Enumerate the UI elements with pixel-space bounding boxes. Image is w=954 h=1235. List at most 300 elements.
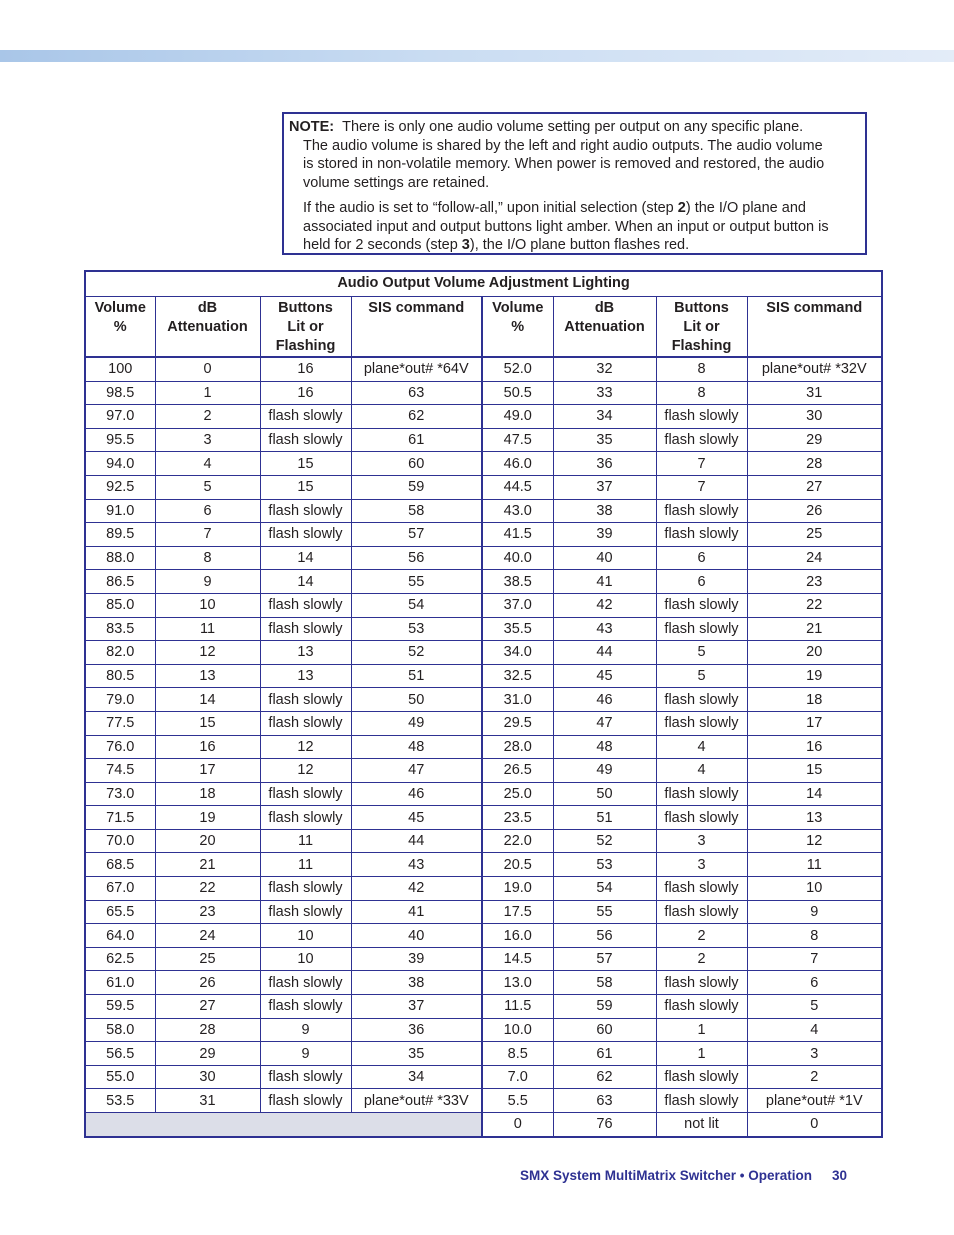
table-cell: 28 [155, 1018, 260, 1042]
table-cell: 95.5 [85, 428, 155, 452]
table-cell: 57 [553, 947, 656, 971]
table-cell: 29.5 [482, 711, 553, 735]
table-row [85, 1089, 882, 1113]
table-cell: 26 [747, 499, 882, 523]
table-cell: 7 [155, 523, 260, 547]
table-cell: 37.0 [482, 593, 553, 617]
table-cell: 47 [351, 759, 482, 783]
table-cell: 35 [351, 1042, 482, 1066]
note-text-line: volume settings are retained. [303, 174, 490, 191]
table-cell: flash slowly [260, 1065, 351, 1089]
column-header [155, 297, 260, 358]
table-row [85, 357, 882, 381]
table-cell: 5 [656, 641, 747, 665]
table-row [85, 1065, 882, 1089]
table-cell: 62 [351, 405, 482, 429]
table-cell: 12 [747, 829, 882, 853]
table-cell: 94.0 [85, 452, 155, 476]
table-cell: 40.0 [482, 546, 553, 570]
table-row [85, 877, 882, 901]
table-cell: 23.5 [482, 806, 553, 830]
table-cell: 17 [155, 759, 260, 783]
column-header [747, 297, 882, 358]
table-cell: 0 [747, 1113, 882, 1137]
table-cell: 20 [155, 829, 260, 853]
table-cell: flash slowly [260, 428, 351, 452]
table-cell: 6 [656, 570, 747, 594]
table-cell: 47 [553, 711, 656, 735]
note-text: If the audio is set to “follow-all,” upon initial selection (step [303, 200, 678, 216]
table-cell: flash slowly [656, 499, 747, 523]
table-cell: 52 [351, 641, 482, 665]
table-cell: 9 [260, 1018, 351, 1042]
table-row [85, 405, 882, 429]
column-header-line: Attenuation [167, 319, 248, 335]
column-header-line: Volume [492, 300, 544, 316]
table-cell: 61 [351, 428, 482, 452]
header-band [0, 50, 954, 62]
table-cell: 48 [553, 735, 656, 759]
table-cell: 7.0 [482, 1065, 553, 1089]
table-cell: 44 [553, 641, 656, 665]
table-cell: flash slowly [656, 1065, 747, 1089]
table-cell: 56.5 [85, 1042, 155, 1066]
table-row [85, 900, 882, 924]
note-text-line: The audio volume is shared by the left and right audio outputs. The audio volume [303, 137, 823, 154]
table-cell: 15 [747, 759, 882, 783]
table-cell: 34.0 [482, 641, 553, 665]
table-cell: 59 [351, 475, 482, 499]
column-header [85, 297, 155, 358]
table-cell: 44 [351, 829, 482, 853]
table-cell: 29 [747, 428, 882, 452]
table-row [85, 995, 882, 1019]
table-cell: flash slowly [260, 900, 351, 924]
table-cell: 54 [553, 877, 656, 901]
table-cell: 0 [482, 1113, 553, 1137]
table-cell: 10.0 [482, 1018, 553, 1042]
table-cell: 2 [155, 405, 260, 429]
table-cell: 59.5 [85, 995, 155, 1019]
table-cell: 60 [351, 452, 482, 476]
table-cell: 56 [553, 924, 656, 948]
table-cell: 5 [155, 475, 260, 499]
table-cell: 18 [155, 782, 260, 806]
table-cell: 18 [747, 688, 882, 712]
table-cell: 3 [656, 829, 747, 853]
table-cell: 12 [260, 759, 351, 783]
table-cell: flash slowly [656, 1089, 747, 1113]
table-cell: 57 [351, 523, 482, 547]
table-cell: 68.5 [85, 853, 155, 877]
table-cell: 53 [553, 853, 656, 877]
table-cell: 42 [351, 877, 482, 901]
table-cell: 8 [155, 546, 260, 570]
table-cell: flash slowly [656, 428, 747, 452]
table-cell: 39 [351, 947, 482, 971]
table-cell: 12 [260, 735, 351, 759]
table-cell: 92.5 [85, 475, 155, 499]
column-header-line: SIS command [766, 300, 863, 316]
column-header [656, 297, 747, 358]
table-cell: 30 [155, 1065, 260, 1089]
note-box [282, 112, 867, 255]
table-cell: 50.5 [482, 381, 553, 405]
table-header-row [85, 297, 882, 358]
table-cell: flash slowly [260, 782, 351, 806]
table-cell: 28 [747, 452, 882, 476]
table-cell: 11.5 [482, 995, 553, 1019]
table-row [85, 499, 882, 523]
table-cell: 35.5 [482, 617, 553, 641]
note-text: ) the I/O plane and [685, 200, 806, 216]
table-cell: 8.5 [482, 1042, 553, 1066]
table-cell: 63 [351, 381, 482, 405]
table-cell: 55.0 [85, 1065, 155, 1089]
table-cell: 41 [553, 570, 656, 594]
table-row [85, 664, 882, 688]
table-cell: flash slowly [656, 617, 747, 641]
table-cell: 14 [260, 546, 351, 570]
note-text: ), the I/O plane button flashes red. [469, 237, 690, 253]
table-cell: 85.0 [85, 593, 155, 617]
table-cell: 15 [260, 452, 351, 476]
table-cell: 1 [155, 381, 260, 405]
table-cell: flash slowly [656, 405, 747, 429]
table-cell: 9 [155, 570, 260, 594]
table-cell: 7 [656, 475, 747, 499]
table-cell: 100 [85, 357, 155, 381]
table-cell: 8 [656, 357, 747, 381]
table-cell: 59 [553, 995, 656, 1019]
table-cell: 17.5 [482, 900, 553, 924]
table-cell: 16 [260, 357, 351, 381]
table-cell: 55 [553, 900, 656, 924]
table-cell: 53.5 [85, 1089, 155, 1113]
table-cell: 53 [351, 617, 482, 641]
table-cell: 46 [553, 688, 656, 712]
table-cell: 40 [351, 924, 482, 948]
table-cell: flash slowly [260, 499, 351, 523]
table-cell: 8 [656, 381, 747, 405]
table-row [85, 711, 882, 735]
table-row [85, 381, 882, 405]
table-cell: 98.5 [85, 381, 155, 405]
table-cell: 15 [260, 475, 351, 499]
table-row [85, 1042, 882, 1066]
table-cell: 52 [553, 829, 656, 853]
table-cell: flash slowly [656, 995, 747, 1019]
table-cell: flash slowly [260, 523, 351, 547]
table-cell: 76 [553, 1113, 656, 1137]
table-cell: 45 [351, 806, 482, 830]
table-cell: 27 [155, 995, 260, 1019]
table-cell: flash slowly [260, 711, 351, 735]
table-cell: flash slowly [656, 877, 747, 901]
table-row [85, 428, 882, 452]
table-cell: 58 [553, 971, 656, 995]
table-row [85, 971, 882, 995]
table-cell: 25 [155, 947, 260, 971]
table-cell: 8 [747, 924, 882, 948]
table-cell: 47.5 [482, 428, 553, 452]
table-cell: 34 [351, 1065, 482, 1089]
volume-lighting-table [84, 270, 883, 1138]
table-cell: 13 [260, 641, 351, 665]
table-cell: 50 [553, 782, 656, 806]
table-cell: flash slowly [656, 971, 747, 995]
table-cell: 21 [747, 617, 882, 641]
table-cell: 82.0 [85, 641, 155, 665]
table-title: Audio Output Volume Adjustment Lighting [85, 271, 882, 297]
column-header-line: % [113, 319, 127, 335]
table-cell: flash slowly [260, 1089, 351, 1113]
table-cell: 33 [553, 381, 656, 405]
column-header-line: Volume [94, 300, 146, 316]
table-cell: 73.0 [85, 782, 155, 806]
note-paragraph-2 [303, 199, 863, 255]
table-cell: 32.5 [482, 664, 553, 688]
table-cell: 2 [747, 1065, 882, 1089]
page-footer [520, 1168, 847, 1183]
table-cell: 3 [747, 1042, 882, 1066]
table-cell: 52.0 [482, 357, 553, 381]
table-cell: 4 [656, 759, 747, 783]
column-header [553, 297, 656, 358]
table-cell: 71.5 [85, 806, 155, 830]
table-cell: 37 [553, 475, 656, 499]
table-cell: 31 [155, 1089, 260, 1113]
table-cell: 23 [155, 900, 260, 924]
table-cell: flash slowly [260, 995, 351, 1019]
table-cell: 49.0 [482, 405, 553, 429]
table-cell: 5 [747, 995, 882, 1019]
table-cell: 60 [553, 1018, 656, 1042]
table-row [85, 853, 882, 877]
column-header-line: SIS command [368, 300, 465, 316]
column-header-line: Lit or [683, 319, 720, 335]
table-cell: 42 [553, 593, 656, 617]
table-cell: flash slowly [656, 688, 747, 712]
table-cell: 9 [747, 900, 882, 924]
table-cell: 32 [553, 357, 656, 381]
table-cell: plane*out# *33V [351, 1089, 482, 1113]
table-cell: 22 [155, 877, 260, 901]
table-cell: 34 [553, 405, 656, 429]
column-header-line: Flashing [275, 338, 336, 354]
table-cell: flash slowly [260, 688, 351, 712]
footer-title: SMX System MultiMatrix Switcher • Operation [520, 1168, 813, 1183]
table-cell: 2 [656, 947, 747, 971]
table-cell: 62.5 [85, 947, 155, 971]
table-cell: flash slowly [260, 971, 351, 995]
table-row [85, 924, 882, 948]
table-cell: 14 [155, 688, 260, 712]
table-cell: 36 [553, 452, 656, 476]
table-cell: 97.0 [85, 405, 155, 429]
table-cell: flash slowly [260, 405, 351, 429]
table-cell: flash slowly [260, 617, 351, 641]
column-header [482, 297, 553, 358]
table-cell: 55 [351, 570, 482, 594]
column-header-line: dB [594, 300, 615, 316]
table-cell: 79.0 [85, 688, 155, 712]
table-cell: 4 [155, 452, 260, 476]
column-header-line: dB [197, 300, 218, 316]
table-row [85, 570, 882, 594]
table-row [85, 806, 882, 830]
step-number: 2 [677, 200, 686, 216]
table-row [85, 759, 882, 783]
note-text-line: is stored in non-volatile memory. When power is removed and restored, the audio [303, 156, 825, 172]
table-cell: flash slowly [656, 900, 747, 924]
table-cell: plane*out# *1V [747, 1089, 882, 1113]
table-cell: 6 [747, 971, 882, 995]
note-paragraph-1 [289, 118, 861, 192]
table-cell: 19 [747, 664, 882, 688]
table-row [85, 782, 882, 806]
table-cell: 11 [260, 829, 351, 853]
table-cell: 65.5 [85, 900, 155, 924]
note-text: held for 2 seconds (step [303, 237, 462, 253]
table-cell: 5 [656, 664, 747, 688]
table-cell: flash slowly [260, 593, 351, 617]
table-row [85, 688, 882, 712]
table-row [85, 1113, 882, 1137]
column-header [260, 297, 351, 358]
table-cell: 64.0 [85, 924, 155, 948]
table-cell: 1 [656, 1042, 747, 1066]
table-cell: 44.5 [482, 475, 553, 499]
table-cell: 22 [747, 593, 882, 617]
table-cell: 20 [747, 641, 882, 665]
table-cell: 41.5 [482, 523, 553, 547]
table-cell: 89.5 [85, 523, 155, 547]
table-cell: flash slowly [260, 877, 351, 901]
column-header-line: Lit or [287, 319, 324, 335]
table-cell: 20.5 [482, 853, 553, 877]
page-number: 30 [832, 1168, 848, 1183]
table-cell: 83.5 [85, 617, 155, 641]
column-header-line: Buttons [674, 300, 729, 316]
table-cell: 3 [656, 853, 747, 877]
table-cell: 49 [553, 759, 656, 783]
note-text-line: associated input and output buttons light amber. When an input or output button is [303, 218, 829, 235]
table-cell: 43 [553, 617, 656, 641]
table-cell: 1 [656, 1018, 747, 1042]
table-cell: 10 [260, 947, 351, 971]
table-cell: 48 [351, 735, 482, 759]
table-cell: flash slowly [656, 523, 747, 547]
table-cell: 43.0 [482, 499, 553, 523]
table-cell: 45 [553, 664, 656, 688]
table-cell: 46 [351, 782, 482, 806]
table-cell: 39 [553, 523, 656, 547]
table-cell: 22.0 [482, 829, 553, 853]
table-cell: 16.0 [482, 924, 553, 948]
table-cell: 0 [155, 357, 260, 381]
table-cell: 76.0 [85, 735, 155, 759]
table-cell: 38 [351, 971, 482, 995]
table-cell: 9 [260, 1042, 351, 1066]
table-cell: 25 [747, 523, 882, 547]
table-cell: plane*out# *64V [351, 357, 482, 381]
table-cell: 11 [747, 853, 882, 877]
table-cell: 21 [155, 853, 260, 877]
table-cell: 13 [260, 664, 351, 688]
table-cell: 16 [155, 735, 260, 759]
table-cell: 37 [351, 995, 482, 1019]
table-cell: 10 [260, 924, 351, 948]
step-number: 3 [461, 237, 470, 253]
table-cell: 51 [351, 664, 482, 688]
table-cell: 61 [553, 1042, 656, 1066]
table-cell: 15 [155, 711, 260, 735]
table-cell: 67.0 [85, 877, 155, 901]
table-cell: 74.5 [85, 759, 155, 783]
table-cell: 5.5 [482, 1089, 553, 1113]
table-cell: 50 [351, 688, 482, 712]
table-cell: 14 [260, 570, 351, 594]
table-cell: 6 [155, 499, 260, 523]
table-row [85, 546, 882, 570]
empty-shaded-cell [85, 1113, 482, 1137]
column-header-line: Attenuation [564, 319, 645, 335]
table-cell: 10 [747, 877, 882, 901]
table-cell: 38.5 [482, 570, 553, 594]
table-cell: 25.0 [482, 782, 553, 806]
table-cell: 27 [747, 475, 882, 499]
table-row [85, 1018, 882, 1042]
table-cell: 61.0 [85, 971, 155, 995]
table-cell: 70.0 [85, 829, 155, 853]
table-cell: 35 [553, 428, 656, 452]
table-cell: 88.0 [85, 546, 155, 570]
column-header-line: % [511, 319, 525, 335]
table-cell: 6 [656, 546, 747, 570]
table-cell: 91.0 [85, 499, 155, 523]
table-cell: 40 [553, 546, 656, 570]
table-cell: 7 [656, 452, 747, 476]
table-cell: 19 [155, 806, 260, 830]
table-cell: 13 [155, 664, 260, 688]
table-cell: 16 [747, 735, 882, 759]
table-row [85, 829, 882, 853]
table-cell: 38 [553, 499, 656, 523]
table-cell: 24 [747, 546, 882, 570]
table-cell: 36 [351, 1018, 482, 1042]
table-cell: 56 [351, 546, 482, 570]
table-row [85, 617, 882, 641]
table-cell: 26.5 [482, 759, 553, 783]
table-cell: 26 [155, 971, 260, 995]
table-row [85, 641, 882, 665]
table-cell: 23 [747, 570, 882, 594]
table-cell: 51 [553, 806, 656, 830]
table-cell: 4 [747, 1018, 882, 1042]
table-row [85, 593, 882, 617]
table-cell: 13.0 [482, 971, 553, 995]
table-cell: 58.0 [85, 1018, 155, 1042]
table-cell: 13 [747, 806, 882, 830]
table-cell: 10 [155, 593, 260, 617]
table-cell: plane*out# *32V [747, 357, 882, 381]
table-cell: 29 [155, 1042, 260, 1066]
table-cell: 43 [351, 853, 482, 877]
column-header-line: Flashing [671, 338, 732, 354]
table-cell: flash slowly [656, 711, 747, 735]
table-cell: 77.5 [85, 711, 155, 735]
